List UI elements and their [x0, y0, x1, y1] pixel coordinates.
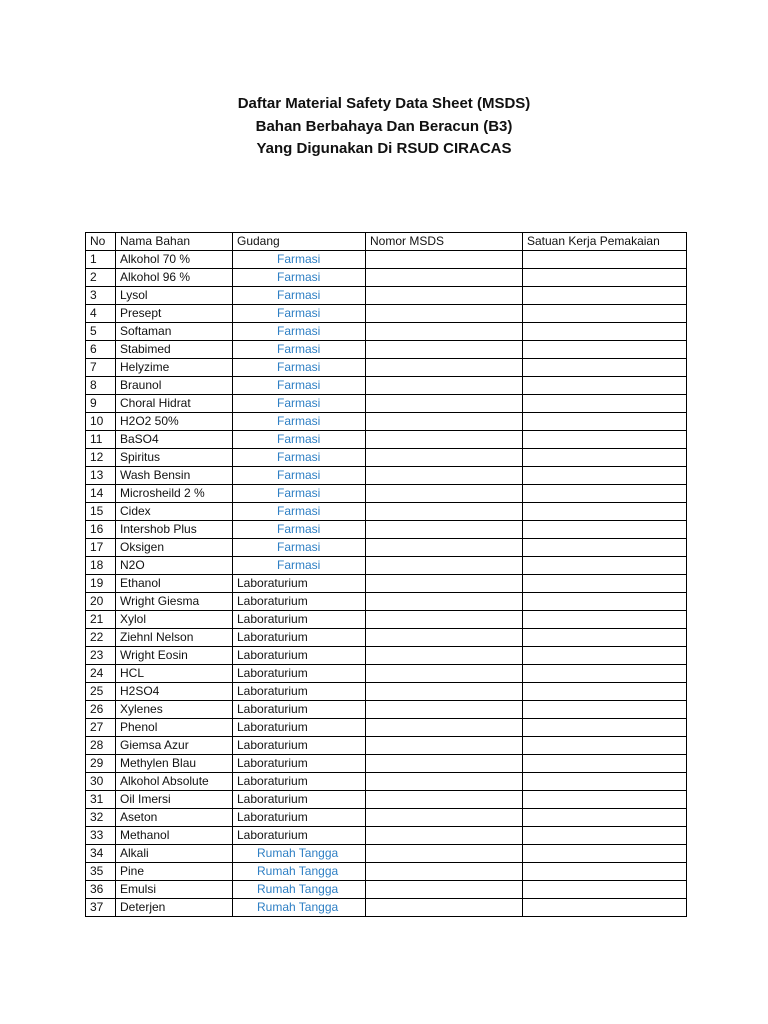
row-no: 33	[86, 827, 116, 845]
table-row	[86, 485, 687, 503]
row-nomor-msds	[366, 683, 523, 701]
header-satuan-kerja: Satuan Kerja Pemakaian	[523, 233, 687, 251]
row-no: 21	[86, 611, 116, 629]
row-nama-bahan: Helyzime	[116, 359, 233, 377]
row-nama-bahan: Alkohol 70 %	[116, 251, 233, 269]
row-no: 34	[86, 845, 116, 863]
table-row	[86, 539, 687, 557]
table-row	[86, 287, 687, 305]
row-no: 18	[86, 557, 116, 575]
row-nama-bahan: Aseton	[116, 809, 233, 827]
row-nomor-msds	[366, 305, 523, 323]
row-nama-bahan: Emulsi	[116, 881, 233, 899]
header-gudang: Gudang	[233, 233, 366, 251]
row-no: 28	[86, 737, 116, 755]
row-no: 12	[86, 449, 116, 467]
row-gudang: Farmasi	[233, 431, 366, 449]
table-row	[86, 269, 687, 287]
row-nama-bahan: Methanol	[116, 827, 233, 845]
table-row	[86, 575, 687, 593]
row-gudang: Farmasi	[233, 323, 366, 341]
title-line-3: Yang Digunakan Di RSUD CIRACAS	[256, 140, 512, 157]
row-nomor-msds	[366, 251, 523, 269]
row-nama-bahan: Softaman	[116, 323, 233, 341]
row-satuan-kerja	[523, 377, 687, 395]
row-no: 20	[86, 593, 116, 611]
row-nomor-msds	[366, 287, 523, 305]
row-no: 35	[86, 863, 116, 881]
row-no: 9	[86, 395, 116, 413]
row-satuan-kerja	[523, 575, 687, 593]
row-gudang: Farmasi	[233, 269, 366, 287]
row-nomor-msds	[366, 647, 523, 665]
row-nomor-msds	[366, 341, 523, 359]
table-row	[86, 323, 687, 341]
row-nomor-msds	[366, 701, 523, 719]
row-nama-bahan: Xylenes	[116, 701, 233, 719]
row-satuan-kerja	[523, 899, 687, 917]
row-gudang: Farmasi	[233, 539, 366, 557]
row-nomor-msds	[366, 809, 523, 827]
table-row	[86, 467, 687, 485]
row-gudang: Laboraturium	[233, 791, 366, 809]
row-no: 8	[86, 377, 116, 395]
row-no: 36	[86, 881, 116, 899]
row-gudang: Laboraturium	[233, 773, 366, 791]
row-no: 24	[86, 665, 116, 683]
row-gudang: Farmasi	[233, 341, 366, 359]
row-satuan-kerja	[523, 755, 687, 773]
row-nama-bahan: Giemsa Azur	[116, 737, 233, 755]
row-satuan-kerja	[523, 323, 687, 341]
row-satuan-kerja	[523, 719, 687, 737]
row-nomor-msds	[366, 395, 523, 413]
row-nomor-msds	[366, 791, 523, 809]
row-nomor-msds	[366, 467, 523, 485]
row-nomor-msds	[366, 665, 523, 683]
row-nomor-msds	[366, 755, 523, 773]
row-satuan-kerja	[523, 863, 687, 881]
row-no: 25	[86, 683, 116, 701]
row-gudang: Farmasi	[233, 377, 366, 395]
table-row	[86, 377, 687, 395]
row-satuan-kerja	[523, 539, 687, 557]
row-nama-bahan: H2O2 50%	[116, 413, 233, 431]
row-gudang: Laboraturium	[233, 737, 366, 755]
row-satuan-kerja	[523, 287, 687, 305]
table-row	[86, 881, 687, 899]
table-row	[86, 593, 687, 611]
row-no: 23	[86, 647, 116, 665]
row-satuan-kerja	[523, 251, 687, 269]
row-satuan-kerja	[523, 881, 687, 899]
row-gudang: Farmasi	[233, 413, 366, 431]
row-no: 6	[86, 341, 116, 359]
row-nama-bahan: Wash Bensin	[116, 467, 233, 485]
row-satuan-kerja	[523, 845, 687, 863]
row-no: 2	[86, 269, 116, 287]
row-gudang: Laboraturium	[233, 665, 366, 683]
table-row	[86, 791, 687, 809]
table-row	[86, 449, 687, 467]
row-gudang: Farmasi	[233, 251, 366, 269]
row-no: 17	[86, 539, 116, 557]
row-nama-bahan: Braunol	[116, 377, 233, 395]
row-satuan-kerja	[523, 647, 687, 665]
row-nomor-msds	[366, 323, 523, 341]
row-no: 29	[86, 755, 116, 773]
table-row	[86, 557, 687, 575]
row-nama-bahan: Oil Imersi	[116, 791, 233, 809]
header-nomor-msds: Nomor MSDS	[366, 233, 523, 251]
table-row	[86, 773, 687, 791]
row-satuan-kerja	[523, 395, 687, 413]
row-gudang: Laboraturium	[233, 719, 366, 737]
row-nama-bahan: Cidex	[116, 503, 233, 521]
row-satuan-kerja	[523, 467, 687, 485]
row-nama-bahan: Alkohol Absolute	[116, 773, 233, 791]
row-satuan-kerja	[523, 341, 687, 359]
row-gudang: Rumah Tangga	[233, 881, 366, 899]
row-nomor-msds	[366, 881, 523, 899]
row-nomor-msds	[366, 449, 523, 467]
row-gudang: Farmasi	[233, 467, 366, 485]
table-row	[86, 683, 687, 701]
row-no: 14	[86, 485, 116, 503]
row-nama-bahan: Spiritus	[116, 449, 233, 467]
row-nama-bahan: Wright Eosin	[116, 647, 233, 665]
row-nomor-msds	[366, 521, 523, 539]
row-gudang: Laboraturium	[233, 755, 366, 773]
row-no: 13	[86, 467, 116, 485]
row-nomor-msds	[366, 593, 523, 611]
row-no: 3	[86, 287, 116, 305]
row-no: 4	[86, 305, 116, 323]
row-nomor-msds	[366, 557, 523, 575]
title-line-2: Bahan Berbahaya Dan Beracun (B3)	[255, 117, 513, 135]
row-satuan-kerja	[523, 593, 687, 611]
row-no: 7	[86, 359, 116, 377]
row-nama-bahan: Microsheild 2 %	[116, 485, 233, 503]
row-satuan-kerja	[523, 773, 687, 791]
table-row	[86, 395, 687, 413]
row-no: 5	[86, 323, 116, 341]
table-row	[86, 899, 687, 917]
row-no: 11	[86, 431, 116, 449]
header-nama-bahan: Nama Bahan	[116, 233, 233, 251]
row-gudang: Farmasi	[233, 359, 366, 377]
row-no: 26	[86, 701, 116, 719]
row-gudang: Laboraturium	[233, 647, 366, 665]
row-nomor-msds	[366, 719, 523, 737]
document-title	[0, 93, 768, 161]
row-nama-bahan: Lysol	[116, 287, 233, 305]
row-nomor-msds	[366, 629, 523, 647]
row-gudang: Farmasi	[233, 395, 366, 413]
row-satuan-kerja	[523, 701, 687, 719]
row-gudang: Laboraturium	[233, 575, 366, 593]
row-no: 15	[86, 503, 116, 521]
row-nama-bahan: Stabimed	[116, 341, 233, 359]
row-satuan-kerja	[523, 683, 687, 701]
row-no: 22	[86, 629, 116, 647]
row-gudang: Laboraturium	[233, 701, 366, 719]
row-satuan-kerja	[523, 431, 687, 449]
row-satuan-kerja	[523, 359, 687, 377]
table-row	[86, 845, 687, 863]
row-no: 31	[86, 791, 116, 809]
row-satuan-kerja	[523, 665, 687, 683]
row-nomor-msds	[366, 485, 523, 503]
table-row	[86, 359, 687, 377]
row-nama-bahan: Ethanol	[116, 575, 233, 593]
table-row	[86, 719, 687, 737]
table-row	[86, 863, 687, 881]
row-satuan-kerja	[523, 269, 687, 287]
row-gudang: Laboraturium	[233, 593, 366, 611]
row-nomor-msds	[366, 575, 523, 593]
row-nomor-msds	[366, 737, 523, 755]
row-nama-bahan: Oksigen	[116, 539, 233, 557]
table-row	[86, 611, 687, 629]
table-row	[86, 431, 687, 449]
row-nomor-msds	[366, 269, 523, 287]
row-gudang: Farmasi	[233, 521, 366, 539]
row-gudang: Rumah Tangga	[233, 899, 366, 917]
row-nama-bahan: Alkohol 96 %	[116, 269, 233, 287]
table-row	[86, 503, 687, 521]
row-nama-bahan: H2SO4	[116, 683, 233, 701]
row-nama-bahan: Ziehnl Nelson	[116, 629, 233, 647]
row-gudang: Laboraturium	[233, 611, 366, 629]
table-row	[86, 737, 687, 755]
row-nomor-msds	[366, 359, 523, 377]
table-row	[86, 413, 687, 431]
row-gudang: Farmasi	[233, 287, 366, 305]
table-row	[86, 647, 687, 665]
title-line-1: Daftar Material Safety Data Sheet (MSDS)	[237, 95, 531, 112]
row-nama-bahan: Alkali	[116, 845, 233, 863]
row-gudang: Rumah Tangga	[233, 845, 366, 863]
row-satuan-kerja	[523, 791, 687, 809]
row-satuan-kerja	[523, 503, 687, 521]
row-nomor-msds	[366, 377, 523, 395]
row-gudang: Laboraturium	[233, 809, 366, 827]
row-nama-bahan: Phenol	[116, 719, 233, 737]
row-nomor-msds	[366, 413, 523, 431]
row-no: 16	[86, 521, 116, 539]
row-nama-bahan: Pine	[116, 863, 233, 881]
row-gudang: Laboraturium	[233, 827, 366, 845]
table-row	[86, 305, 687, 323]
row-gudang: Rumah Tangga	[233, 863, 366, 881]
header-no: No	[86, 233, 116, 251]
table-row	[86, 251, 687, 269]
row-gudang: Farmasi	[233, 449, 366, 467]
row-no: 27	[86, 719, 116, 737]
row-nama-bahan: Xylol	[116, 611, 233, 629]
row-no: 19	[86, 575, 116, 593]
row-gudang: Farmasi	[233, 485, 366, 503]
table-row	[86, 701, 687, 719]
table-row	[86, 827, 687, 845]
row-nama-bahan: Presept	[116, 305, 233, 323]
row-nama-bahan: Methylen Blau	[116, 755, 233, 773]
row-gudang: Laboraturium	[233, 629, 366, 647]
table-header-row	[86, 233, 687, 251]
row-nomor-msds	[366, 611, 523, 629]
table-row	[86, 341, 687, 359]
table-row	[86, 629, 687, 647]
row-nama-bahan: Intershob Plus	[116, 521, 233, 539]
row-nama-bahan: HCL	[116, 665, 233, 683]
row-satuan-kerja	[523, 485, 687, 503]
row-no: 10	[86, 413, 116, 431]
row-nomor-msds	[366, 827, 523, 845]
row-gudang: Farmasi	[233, 305, 366, 323]
row-nomor-msds	[366, 899, 523, 917]
row-nama-bahan: Wright Giesma	[116, 593, 233, 611]
row-nomor-msds	[366, 863, 523, 881]
row-nomor-msds	[366, 431, 523, 449]
table-row	[86, 665, 687, 683]
row-satuan-kerja	[523, 305, 687, 323]
row-nama-bahan: Deterjen	[116, 899, 233, 917]
table-row	[86, 809, 687, 827]
row-satuan-kerja	[523, 809, 687, 827]
row-no: 32	[86, 809, 116, 827]
row-no: 1	[86, 251, 116, 269]
row-nomor-msds	[366, 539, 523, 557]
row-satuan-kerja	[523, 413, 687, 431]
row-nomor-msds	[366, 503, 523, 521]
row-satuan-kerja	[523, 449, 687, 467]
row-satuan-kerja	[523, 611, 687, 629]
row-nama-bahan: Choral Hidrat	[116, 395, 233, 413]
row-satuan-kerja	[523, 629, 687, 647]
row-satuan-kerja	[523, 521, 687, 539]
msds-table	[85, 232, 687, 917]
row-no: 30	[86, 773, 116, 791]
row-satuan-kerja	[523, 737, 687, 755]
table-row	[86, 521, 687, 539]
row-nama-bahan: BaSO4	[116, 431, 233, 449]
row-nomor-msds	[366, 845, 523, 863]
row-satuan-kerja	[523, 557, 687, 575]
table-row	[86, 755, 687, 773]
row-nama-bahan: N2O	[116, 557, 233, 575]
row-gudang: Farmasi	[233, 503, 366, 521]
row-gudang: Farmasi	[233, 557, 366, 575]
row-no: 37	[86, 899, 116, 917]
row-gudang: Laboraturium	[233, 683, 366, 701]
row-satuan-kerja	[523, 827, 687, 845]
row-nomor-msds	[366, 773, 523, 791]
